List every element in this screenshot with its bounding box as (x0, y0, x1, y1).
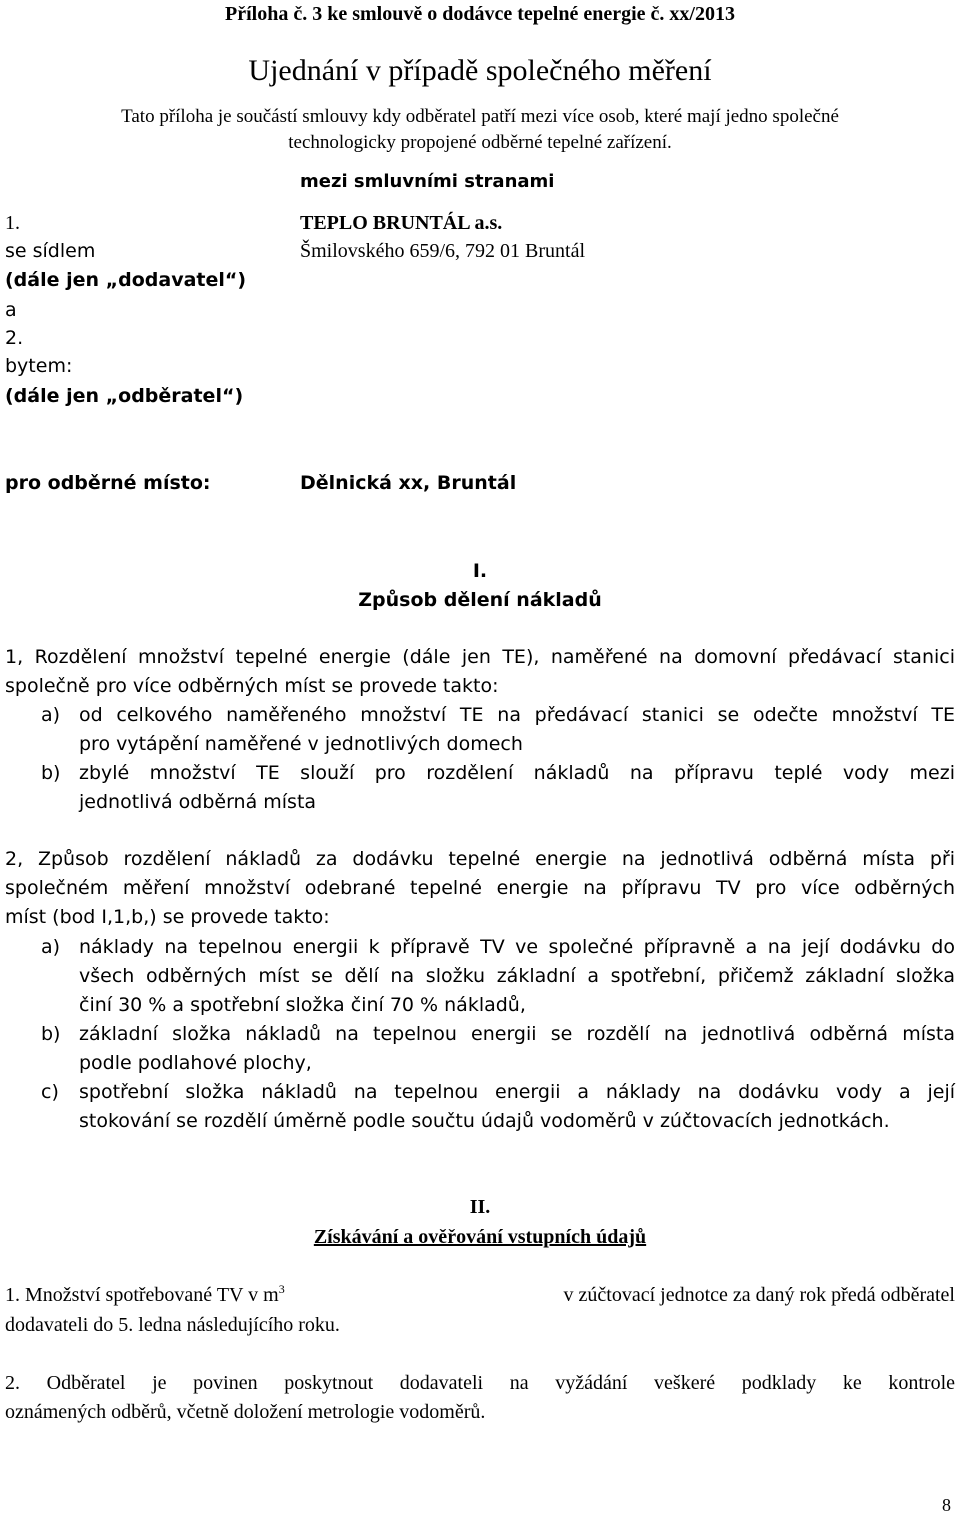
intro-line-2: technologicky propojené odběrné tepelné zařízení. (288, 132, 672, 153)
section-1-title: Způsob dělení nákladů (358, 589, 602, 611)
s1-cost-b-line-1: základní složka nákladů na tepelnou energii se rozdělí na jednotlivá odběrná místa (79, 1023, 955, 1045)
page-number: 8 (942, 1495, 951, 1515)
seat-value: Šmilovského 659/6, 792 01 Bruntál (300, 240, 585, 262)
s1-p2-line-3: míst (bod I,1,b,) se provede takto: (5, 906, 330, 928)
place-label: pro odběrné místo: (5, 472, 211, 494)
s2-item-1-text-a: 1. Množství spotřebované TV v $m^3$ (5, 1282, 285, 1306)
s1-p1-line-2: společně pro více odběrných míst se provede takto: (5, 675, 499, 697)
s1-cost-c-line-1: spotřební složka nákladů na tepelnou energii a náklady na dodávku vody a její (79, 1081, 955, 1103)
supplier-label: (dále jen „dodavatel“) (5, 269, 247, 291)
s1-cost-c-line-2: stokování se rozdělí úměrně podle součtu údajů vodoměrů v zúčtovacích jednotkách. (79, 1110, 890, 1132)
s1-item-a-line-2: pro vytápění naměřené v jednotlivých domech (79, 733, 523, 755)
s1-cost-b-line-2: podle podlahové plochy, (79, 1052, 312, 1074)
cubic-superscript: 3 (278, 1282, 285, 1296)
attachment-heading: Příloha č. 3 ke smlouvě o dodávce tepelné energie č. xx/2013 (225, 3, 735, 25)
party-2-number: 2. (5, 327, 24, 349)
s1-item-a-label: a) (41, 704, 61, 726)
party-1-name: TEPLO BRUNTÁL a.s. (300, 212, 503, 234)
section-2-numeral: II. (469, 1196, 491, 1218)
section-2-title: Získávání a ověřování vstupních údajů (313, 1226, 647, 1248)
and-word: a (5, 299, 17, 321)
s1-cost-a-label: a) (41, 936, 61, 958)
s1-item-b-line-2: jednotlivá odběrná místa (79, 791, 317, 813)
s1-cost-c-label: c) (41, 1081, 59, 1103)
s2-item-1-line-2: dodavateli do 5. ledna následujícího roku. (5, 1314, 340, 1336)
s1-cost-a-line-2: všech odběrných míst se dělí na složku základní a spotřební, přičemž základní složka (79, 965, 955, 987)
s1-item-a-line-1: od celkového naměřeného množství TE na předávací stanici se odečte množství TE (79, 704, 955, 726)
document-title: Ujednání v případě společného měření (248, 54, 712, 87)
s1-item-b-label: b) (41, 762, 61, 784)
s2-item-1-line-1 (5, 1284, 955, 1307)
party-1-number: 1. (5, 212, 20, 234)
seat-label: se sídlem (5, 240, 96, 262)
s2-item-1-text-b: v zúčtovací jednotce za daný rok předá odběratel (563, 1284, 955, 1306)
s1-cost-a-line-3: činí 30 % a spotřební složka činí 70 % nákladů, (79, 994, 526, 1016)
s1-p2-line-2: společném měření množství odebrané tepelné energie na přípravu TV pro více odběrných (5, 877, 955, 899)
parties-heading: mezi smluvními stranami (300, 171, 555, 192)
place-value: Dělnická xx, Bruntál (300, 472, 517, 494)
residence-label: bytem: (5, 355, 73, 377)
s1-p1-line-1: 1, Rozdělení množství tepelné energie (dále jen TE), naměřené na domovní předávací stanici (5, 646, 955, 668)
s1-item-b-line-1: zbylé množství TE slouží pro rozdělení nákladů na přípravu teplé vody mezi (79, 762, 955, 784)
section-1-numeral: I. (472, 560, 488, 582)
s1-cost-a-line-1: náklady na tepelnou energii k přípravě TV ve společné přípravně a na její dodávku do (79, 936, 955, 958)
s1-p2-line-1: 2, Způsob rozdělení nákladů za dodávku tepelné energie na jednotlivá odběrná místa při (5, 848, 955, 870)
s2-item-2-line-2: oznámených odběrů, včetně doložení metrologie vodoměrů. (5, 1401, 486, 1423)
intro-line-1: Tato příloha je součástí smlouvy kdy odběratel patří mezi více osob, které mají jedno společné (121, 106, 839, 127)
s1-cost-b-label: b) (41, 1023, 61, 1045)
s2-item-2-line-1: 2. Odběratel je povinen poskytnout dodavateli na vyžádání veškeré podklady ke kontrole (5, 1372, 955, 1394)
customer-label: (dále jen „odběratel“) (5, 385, 244, 407)
